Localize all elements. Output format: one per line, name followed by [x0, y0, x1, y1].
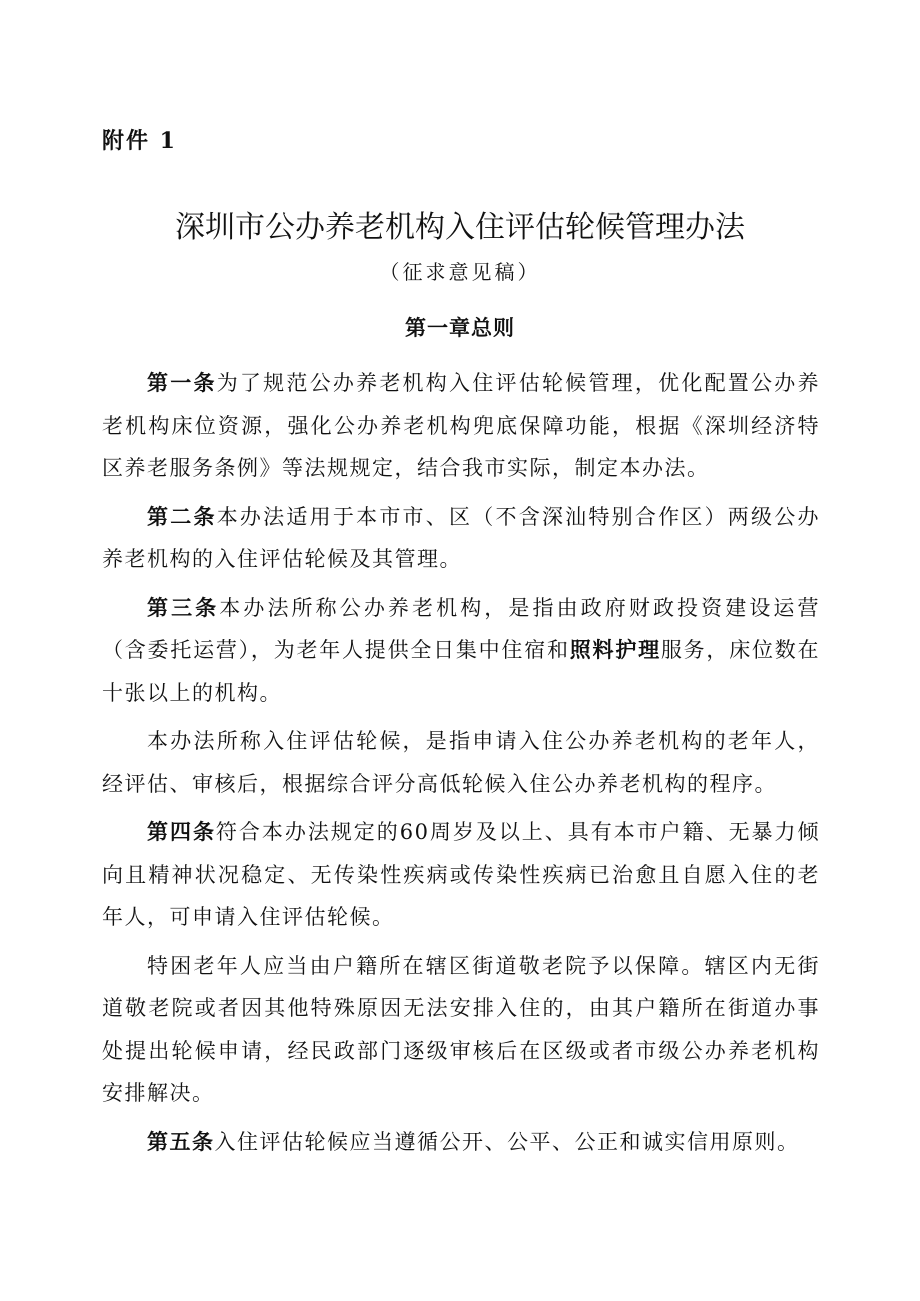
article-3-paragraph — [102, 587, 820, 715]
article-text: 本办法所称公办养老机构，是指由政府财政投资建设运营（含委托运营），为老年人提供全日集中住宿和 — [102, 595, 821, 662]
article-number: 第二条 — [147, 503, 217, 529]
document-subtitle: （征求意见稿） — [379, 260, 541, 284]
document-title: 深圳市公办养老机构入住评估轮候管理办法 — [175, 210, 745, 245]
article-2-paragraph — [102, 496, 820, 581]
article-number: 第三条 — [147, 594, 220, 620]
article-3-continuation-paragraph — [102, 720, 820, 805]
article-number: 第一条 — [147, 370, 217, 395]
article-5-paragraph — [102, 1121, 820, 1164]
article-text-continued: 服务，床位数在十张以上的机构。 — [102, 638, 821, 705]
article-4-paragraph — [102, 811, 820, 939]
article-text: 本办法适用于本市市、区（不含深汕特别合作区）两级公办养老机构的入住评估轮候及其管理。 — [102, 504, 821, 571]
attachment-label: 附件 1 — [102, 128, 177, 154]
paragraph-text: 本办法所称入住评估轮候，是指申请入住公办养老机构的老年人，经评估、审核后，根据综合评分高低轮候入住公办养老机构的程序。 — [102, 729, 820, 796]
article-text: 入住评估轮候应当遵循公开、公平、公正和诚实信用原则。 — [214, 1129, 800, 1154]
article-text: 为了规范公办养老机构入住评估轮候管理，优化配置公办养老机构床位资源，强化公办养老机构兜底保障功能，根据《深圳经济特区养老服务条例》等法规规定，结合我市实际，制定本办法。 — [102, 371, 821, 480]
document-body — [102, 362, 820, 1163]
paragraph-text: 特困老年人应当由户籍所在辖区街道敬老院予以保障。辖区内无街道敬老院或者因其他特殊原因无法安排入住的，由其户籍所在街道办事处提出轮候申请，经民政部门逐级审核后在区级或者市级公办养老机构安排解决。 — [102, 953, 820, 1105]
article-number: 第五条 — [147, 1128, 215, 1154]
article-1-paragraph — [102, 362, 820, 490]
article-text: 符合本办法规定的60周岁及以上、具有本市户籍、无暴力倾向且精神状况稳定、无传染性疾病或传染性疾病已治愈且自愿入住的老年人，可申请入住评估轮候。 — [102, 820, 820, 929]
emphasized-term: 照料护理 — [569, 637, 661, 662]
chapter-heading: 第一章总则 — [405, 315, 515, 340]
article-number: 第四条 — [147, 819, 216, 844]
article-4-continuation-paragraph — [102, 945, 820, 1115]
